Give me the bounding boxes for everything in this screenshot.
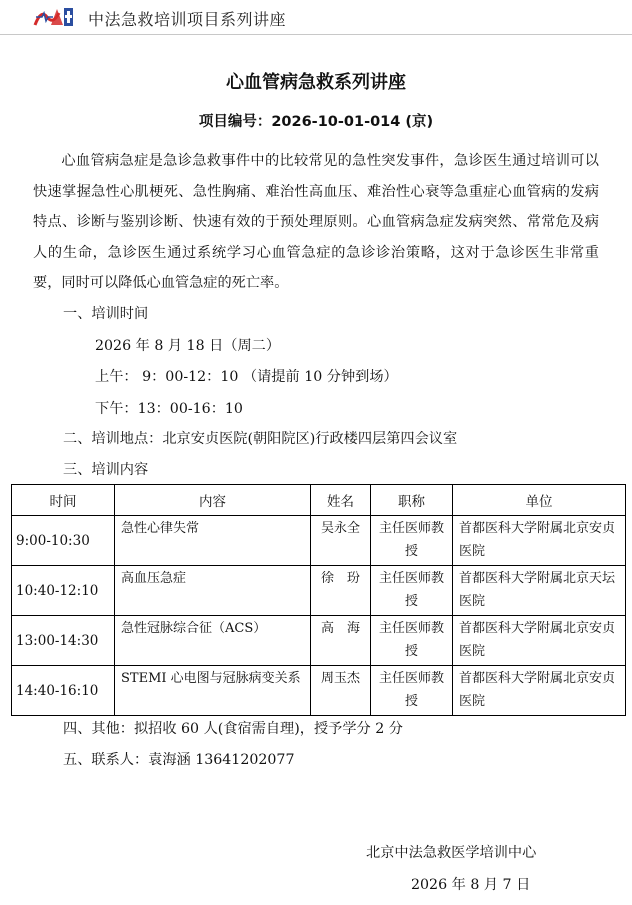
cell-unit: 首都医科大学附属北京安贞医院 — [453, 616, 626, 666]
section-training-time-heading: 一、培训时间 — [63, 306, 149, 322]
column-header-name: 姓名 — [311, 485, 371, 516]
afternoon-session: 下午：13：00-16：10 — [95, 401, 243, 417]
intro-paragraph: 心血管病急症是急诊急救事件中的比较常见的急性突发事件，急诊医生通过培训可以快速掌握急性心肌梗死、急性胸痛、难治性高血压、难治性心衰等急重症心血管病的发病特点、诊断与鉴别诊断、快速有效的于预处理原则。心血管病急症发病突然、常常危及病人的生命，急诊医生通过系统学习心血管急症的急诊诊治策略，这对于急诊医生非常重要，同时可以降低心血管急症的死亡率。 — [33, 153, 599, 291]
header-title: 中法急救培训项目系列讲座 — [88, 10, 287, 29]
other-info: 四、其他：拟招收 60 人(食宿需自理)，授予学分 2 分 — [63, 721, 403, 737]
cell-unit: 首都医科大学附属北京安贞医院 — [453, 516, 626, 566]
organization-logo — [33, 5, 75, 29]
section-training-content-heading: 三、培训内容 — [63, 462, 149, 478]
table-row — [12, 616, 626, 666]
training-date: 2026 年 8 月 18 日（周二） — [95, 338, 281, 354]
column-header-unit: 单位 — [453, 485, 626, 516]
cell-title: 主任医师教授 — [371, 566, 453, 616]
cell-unit: 首都医科大学附属北京安贞医院 — [453, 666, 626, 716]
cell-time: 10:40-12:10 — [12, 566, 115, 616]
cell-content: 急性心律失常 — [115, 516, 311, 566]
page-header — [0, 0, 632, 35]
cell-content: 急性冠脉综合征（ACS） — [115, 616, 311, 666]
cell-content: STEMI 心电图与冠脉病变关系 — [115, 666, 311, 716]
cell-time: 13:00-14:30 — [12, 616, 115, 666]
cell-name: 吴永全 — [311, 516, 371, 566]
document-title: 心血管病急救系列讲座 — [226, 72, 406, 93]
signature-organization: 北京中法急救医学培训中心 — [366, 845, 537, 861]
cell-title: 主任医师教授 — [371, 666, 453, 716]
cell-time: 14:40-16:10 — [12, 666, 115, 716]
cell-title: 主任医师教授 — [371, 616, 453, 666]
column-header-title: 职称 — [371, 485, 453, 516]
cell-time: 9:00-10:30 — [12, 516, 115, 566]
table-row — [12, 666, 626, 716]
table-row — [12, 516, 626, 566]
training-location: 二、培训地点：北京安贞医院(朝阳院区)行政楼四层第四会议室 — [63, 431, 458, 447]
table-row — [12, 566, 626, 616]
table-header-row — [12, 485, 626, 516]
column-header-time: 时间 — [12, 485, 115, 516]
contact-info: 五、联系人：袁海涵 13641202077 — [63, 752, 295, 768]
cell-title: 主任医师教授 — [371, 516, 453, 566]
cell-name: 周玉杰 — [311, 666, 371, 716]
cell-content: 高血压急症 — [115, 566, 311, 616]
morning-session: 上午： 9：00-12：10 （请提前 10 分钟到场） — [95, 369, 398, 385]
cell-name: 徐 玢 — [311, 566, 371, 616]
cell-unit: 首都医科大学附属北京天坛医院 — [453, 566, 626, 616]
signature-date: 2026 年 8 月 7 日 — [411, 877, 531, 893]
column-header-content: 内容 — [115, 485, 311, 516]
cell-name: 高 海 — [311, 616, 371, 666]
schedule-table — [11, 484, 626, 716]
project-number: 项目编号：2026-10-01-014 (京) — [198, 114, 434, 130]
